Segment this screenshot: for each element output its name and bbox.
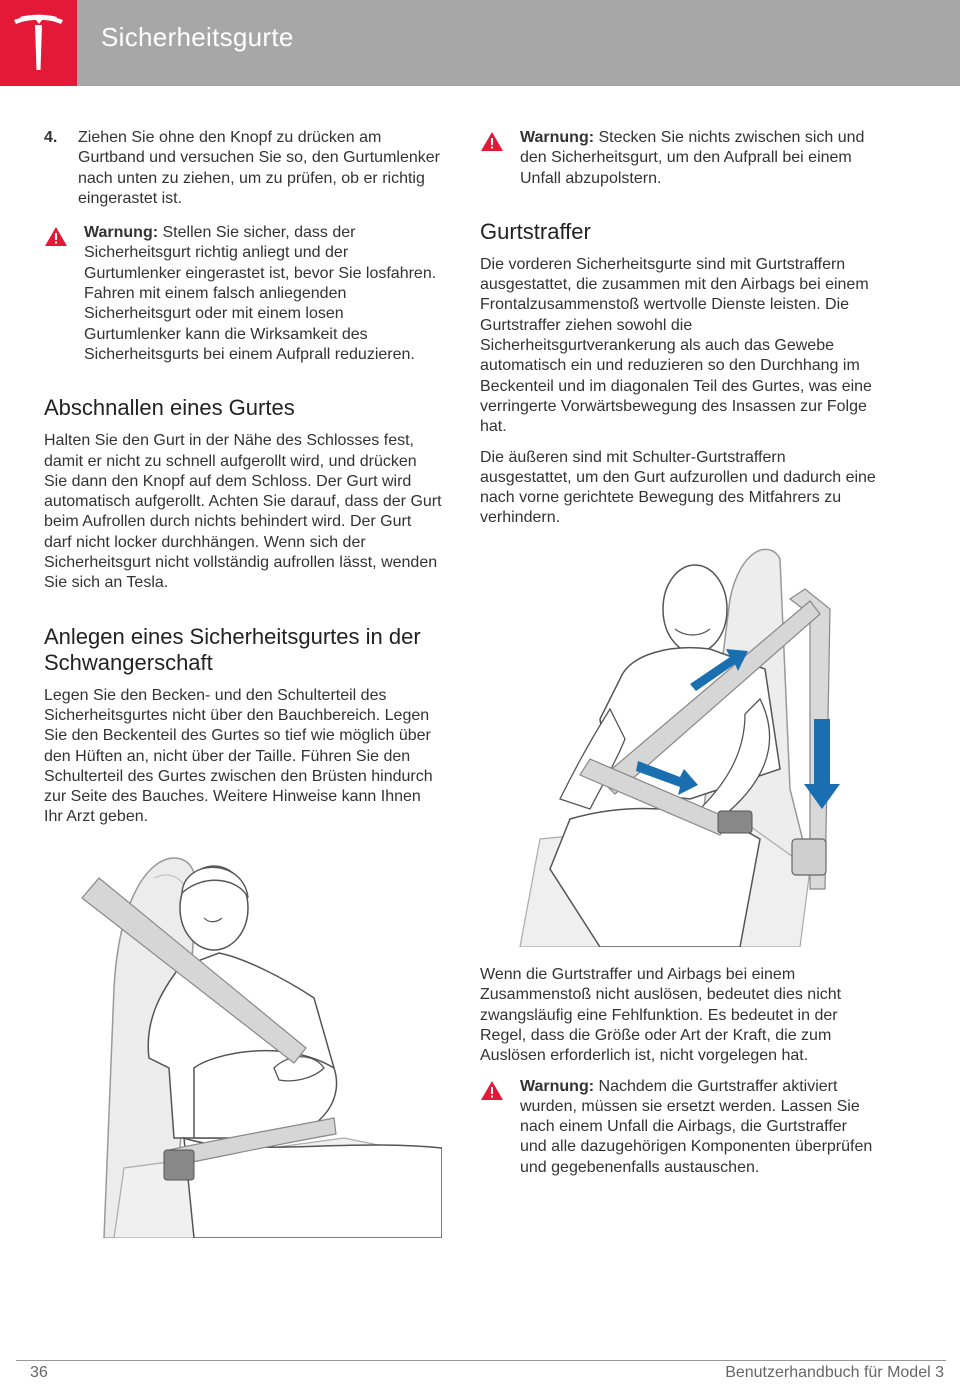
warning-text — [84, 223, 442, 365]
section-text-unbuckle: Halten Sie den Gurt in der Nähe des Schlosses fest, damit er nicht zu schnell aufgerollt wird, und drücken Sie dann den Knopf auf dem Schloss. Der Gurt wird automatisch aufgerollt. Achten Sie darauf, dass der Gurt beim Aufrollen durch nichts behindert wird. Der Gurt darf nicht locker durchhängen. Wenn sich der Sicherheitsgurt nicht vollständig aufrollen lässt, wenden Sie sich an Tesla. — [44, 432, 442, 592]
section-heading-pregnancy: Anlegen eines Sicherheitsgurtes in der Schwangerschaft — [44, 623, 421, 675]
page-number: 36 — [30, 1364, 48, 1381]
step-number: 4. — [44, 129, 58, 146]
tesla-t-icon — [12, 14, 65, 72]
warning-message: Nachdem die Gurtstraffer aktiviert wurden, müssen sie ersetzt werden. Lassen Sie nach einem Unfall die Airbags, die Gurtstraffer und alle dazugehörigen Komponenten überprüfen und gegebenenfalls austauschen. — [520, 1077, 873, 1176]
pregnant-seatbelt-illustration — [44, 838, 442, 1244]
warning-icon — [480, 1077, 520, 1178]
warning-message: Stellen Sie sicher, dass der Sicherheitsgurt richtig anliegt und der Gurtumlenker eingerastet ist, bevor Sie losfahren. Fahren mit einem falsch anliegenden Sicherheitsgurt oder mit einem losen Gurtumlenker kann die Wirksamkeit des Sicherheitsgurts bei einem Aufprall reduzieren. — [84, 224, 437, 363]
page-header — [0, 0, 960, 86]
section-heading-unbuckle: Abschnallen eines Gurtes — [44, 395, 295, 421]
section-text-pregnancy: Legen Sie den Becken- und den Schulterteil des Sicherheitsgurtes nicht über den Bauchbereich. Legen Sie den Beckenteil des Gurtes so tief wie möglich über den Hüften an, nicht über der Taille. Führen Sie den Schulterteil des Gurtes zwischen den Brüsten hindurch zur Seite des Bauches. Weitere Hinweise kann Ihnen Ihr Arzt geben. — [44, 686, 433, 826]
warning-box — [480, 1077, 878, 1178]
warning-text — [520, 128, 878, 189]
pretensioner-illustration — [480, 539, 878, 953]
right-column — [480, 128, 878, 1192]
warning-message: Stecken Sie nichts zwischen sich und den Sicherheitsgurt, um den Aufprall bei einem Unfall abzupolstern. — [520, 129, 865, 187]
pretensioner-paragraph-1: Die vorderen Sicherheitsgurte sind mit Gurtstraffern ausgestattet, die zusammen mit den Airbags bei einem Frontalzusammenstoß wertvolle Dienste leisten. Die Gurtstraffer ziehen sowohl die Sicherheitsgurtverankerung als auch das Gewebe automatisch ein und reduzieren so den Durchhang im Beckenteil und im diagonalen Teil des Gurtes, was eine verringerte Vorwärtsbewegung des Insassen zur Folge hat. — [480, 255, 872, 436]
pretensioner-paragraph-2: Die äußeren sind mit Schulter-Gurtstraffern ausgestattet, um den Gurt aufzurollen und dadurch eine nach vorne gerichtete Bewegung des Mitfahrers zu verhindern. — [480, 448, 876, 527]
step-4 — [44, 128, 442, 209]
warning-label: Warnung: — [84, 224, 159, 242]
left-column — [44, 128, 442, 1256]
warning-label: Warnung: — [520, 129, 595, 146]
footer-divider — [16, 1360, 946, 1361]
warning-icon — [44, 223, 84, 365]
section-heading-pretensioner: Gurtstraffer — [480, 218, 591, 244]
manual-title: Benutzerhandbuch für Model 3 — [725, 1364, 944, 1381]
tesla-logo — [0, 0, 77, 86]
warning-box — [44, 223, 442, 365]
page-title: Sicherheitsgurte — [101, 22, 294, 52]
warning-label: Warnung: — [520, 1077, 595, 1095]
pretensioner-paragraph-3: Wenn die Gurtstraffer und Airbags bei einem Zusammenstoß nicht auslösen, bedeutet dies nicht zwangsläufig eine Fehlfunktion. Es bedeutet in der Regel, dass die Größe oder Art der Kraft, die zum Auslösen erforderlich ist, nicht vorgelegen hat. — [480, 966, 842, 1065]
warning-icon — [480, 128, 520, 189]
step-text: Ziehen Sie ohne den Knopf zu drücken am Gurtband und versuchen Sie so, den Gurtumlenker nach unten zu ziehen, um zu prüfen, ob er richtig eingerastet ist. — [78, 129, 440, 207]
warning-box — [480, 128, 878, 189]
warning-text — [520, 1077, 878, 1178]
